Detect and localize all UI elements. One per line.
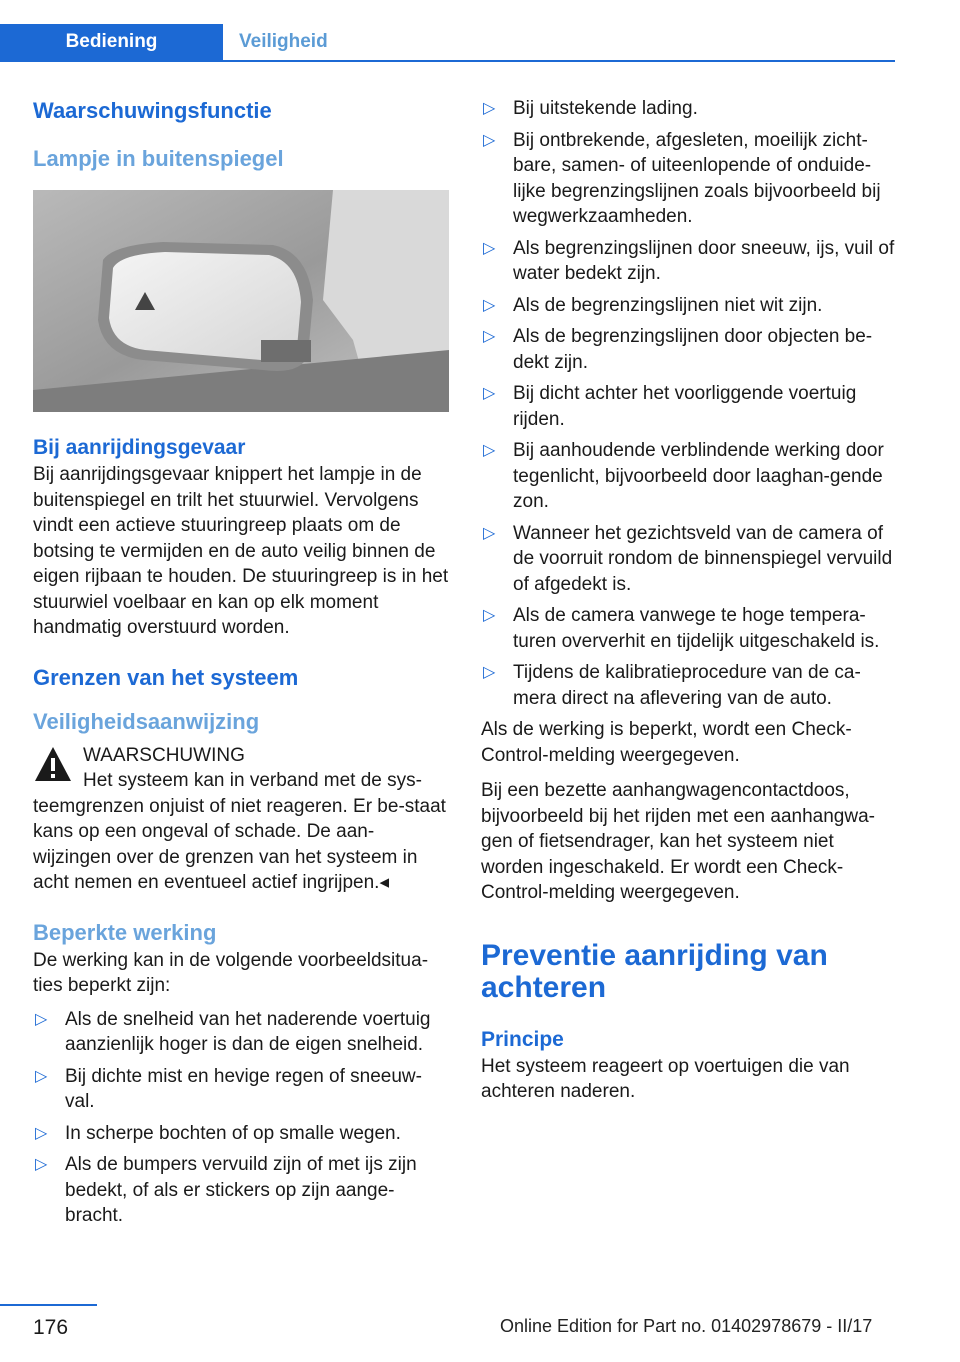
warning-text: Het systeem kan in verband met de sys‐teemgrenzen onjuist of niet reageren. Er be‐staat kans op een ongeval of schade. De aan‐wijzingen over de grenzen van het systeem in acht nemen en eventueel actief ingrijpen.◂ bbox=[33, 770, 446, 893]
bullet-triangle-icon: ▷ bbox=[483, 524, 496, 542]
list-item: ▷ Bij dichte mist en hevige regen of sneeuw‐val. bbox=[35, 1065, 422, 1112]
list-item: ▷ Bij dicht achter het voorliggende voertuig rijden. bbox=[483, 383, 857, 430]
text-collision-danger: Bij aanrijdingsgevaar knippert het lampje in de buitenspiegel en trilt het stuurwiel. Vervolgens vindt een actieve stuuringreep plaats om de botsing te vermijden en de auto veilig binnen de eigen rijbaan te houden. De stuuringreep is in het stuurwiel voelbaar en kan op elk moment handmatig overstuurd worden. bbox=[33, 464, 449, 638]
list-item: ▷ Als de begrenzingslijnen door objecten be‐dekt zijn. bbox=[483, 326, 873, 373]
tab-bediening[interactable]: Bediening bbox=[0, 24, 223, 60]
mirror-image bbox=[33, 190, 449, 412]
list-item: ▷ Als begrenzingslijnen door sneeuw, ijs, vuil of water bedekt zijn. bbox=[483, 237, 895, 284]
text-principle: Het systeem reageert op voertuigen die van achteren naderen. bbox=[481, 1055, 850, 1102]
bullet-triangle-icon: ▷ bbox=[35, 1010, 48, 1028]
bullet-triangle-icon: ▷ bbox=[483, 607, 496, 624]
bullet-triangle-icon: ▷ bbox=[483, 296, 496, 314]
heading-safety-note: Veiligheidsaanwijzing bbox=[33, 708, 260, 734]
list-item: ▷ Tijdens de kalibratieprocedure van de ca‐mera direct na aflevering van de auto. bbox=[483, 662, 861, 709]
list-item: ▷ Als de begrenzingslijnen niet wit zijn. bbox=[481, 293, 897, 319]
list-item: ▷ Als de bumpers vervuild zijn of met ijs zijn bedekt, of als er stickers op zijn aange‐bracht. bbox=[35, 1154, 417, 1226]
right-bullet-list bbox=[481, 96, 897, 711]
bullet-triangle-icon: ▷ bbox=[483, 100, 496, 117]
bullet-triangle-icon: ▷ bbox=[35, 1067, 48, 1085]
bullet-triangle-icon: ▷ bbox=[483, 442, 496, 459]
warning-triangle-icon bbox=[33, 745, 73, 785]
text-limited-intro: De werking kan in de volgende voorbeeldsitua‐ties beperkt zijn: bbox=[33, 949, 429, 996]
bullet-triangle-icon: ▷ bbox=[483, 239, 496, 257]
text-trailer-socket: Bij een bezette aanhangwagencontactdoos, bijvoorbeeld bij het rijden met een aanhangwa‐gen of fietsendrager, kan het systeem niet worden ingeschakeld. Er wordt een Check-Control-melding weergegeven. bbox=[481, 780, 875, 903]
text-check-control: Als de werking is beperkt, wordt een Check-Control-melding weergegeven. bbox=[481, 719, 852, 766]
bullet-triangle-icon: ▷ bbox=[483, 664, 496, 681]
bullet-triangle-icon: ▷ bbox=[35, 1156, 48, 1173]
heading-warning-function: Waarschuwingsfunctie bbox=[33, 98, 272, 123]
warning-title: WAARSCHUWING bbox=[83, 744, 245, 766]
list-item: ▷ Bij aanhoudende verblindende werking door tegenlicht, bijvoorbeeld door laaghan‐gende zon. bbox=[483, 440, 884, 512]
list-item: ▷ Bij uitstekende lading. bbox=[481, 96, 897, 122]
warning-block bbox=[33, 743, 449, 896]
footer-rule bbox=[0, 1304, 97, 1306]
edition-note: Online Edition for Part no. 01402978679 - II/17 bbox=[500, 1316, 873, 1336]
left-column bbox=[33, 96, 449, 1235]
list-item: ▷ Bij ontbrekende, afgesleten, moeilijk zicht‐bare, samen- of uiteenlopende of onduide‐lijke begrenzingslijnen zoals bijvoorbeeld bij wegwerkzaamheden. bbox=[483, 129, 881, 227]
list-item: ▷ Als de camera vanwege te hoge tempera‐turen oververhit en tijdelijk uitgeschakeld is. bbox=[483, 605, 880, 652]
bullet-triangle-icon: ▷ bbox=[483, 131, 496, 149]
heading-mirror-lamp: Lampje in buitenspiegel bbox=[33, 146, 284, 171]
bullet-triangle-icon: ▷ bbox=[35, 1124, 48, 1142]
bullet-triangle-icon: ▷ bbox=[483, 328, 496, 345]
left-bullet-list bbox=[33, 1007, 449, 1229]
list-item: ▷ In scherpe bochten of op smalle wegen. bbox=[33, 1121, 449, 1147]
list-item: ▷ Als de snelheid van het naderende voertuig aanzienlijk hoger is dan de eigen snelheid. bbox=[35, 1008, 431, 1055]
header-tabbar bbox=[0, 24, 895, 62]
tab-veiligheid[interactable]: Veiligheid bbox=[239, 31, 328, 52]
heading-limited-function: Beperkte werking bbox=[33, 919, 217, 945]
bullet-triangle-icon: ▷ bbox=[483, 385, 496, 402]
right-column bbox=[481, 96, 897, 1105]
list-item: ▷ Wanneer het gezichtsveld van de camera of de voorruit rondom de binnenspiegel vervuild of afgedekt is. bbox=[483, 522, 893, 595]
heading-collision-danger: Bij aanrijdingsgevaar bbox=[33, 436, 246, 459]
heading-system-limits: Grenzen van het systeem bbox=[33, 664, 299, 690]
page-number: 176 bbox=[33, 1316, 69, 1339]
heading-principle: Principe bbox=[481, 1027, 564, 1051]
heading-rear-collision-prevention: Preventie aanrijding van achteren bbox=[481, 938, 828, 1004]
